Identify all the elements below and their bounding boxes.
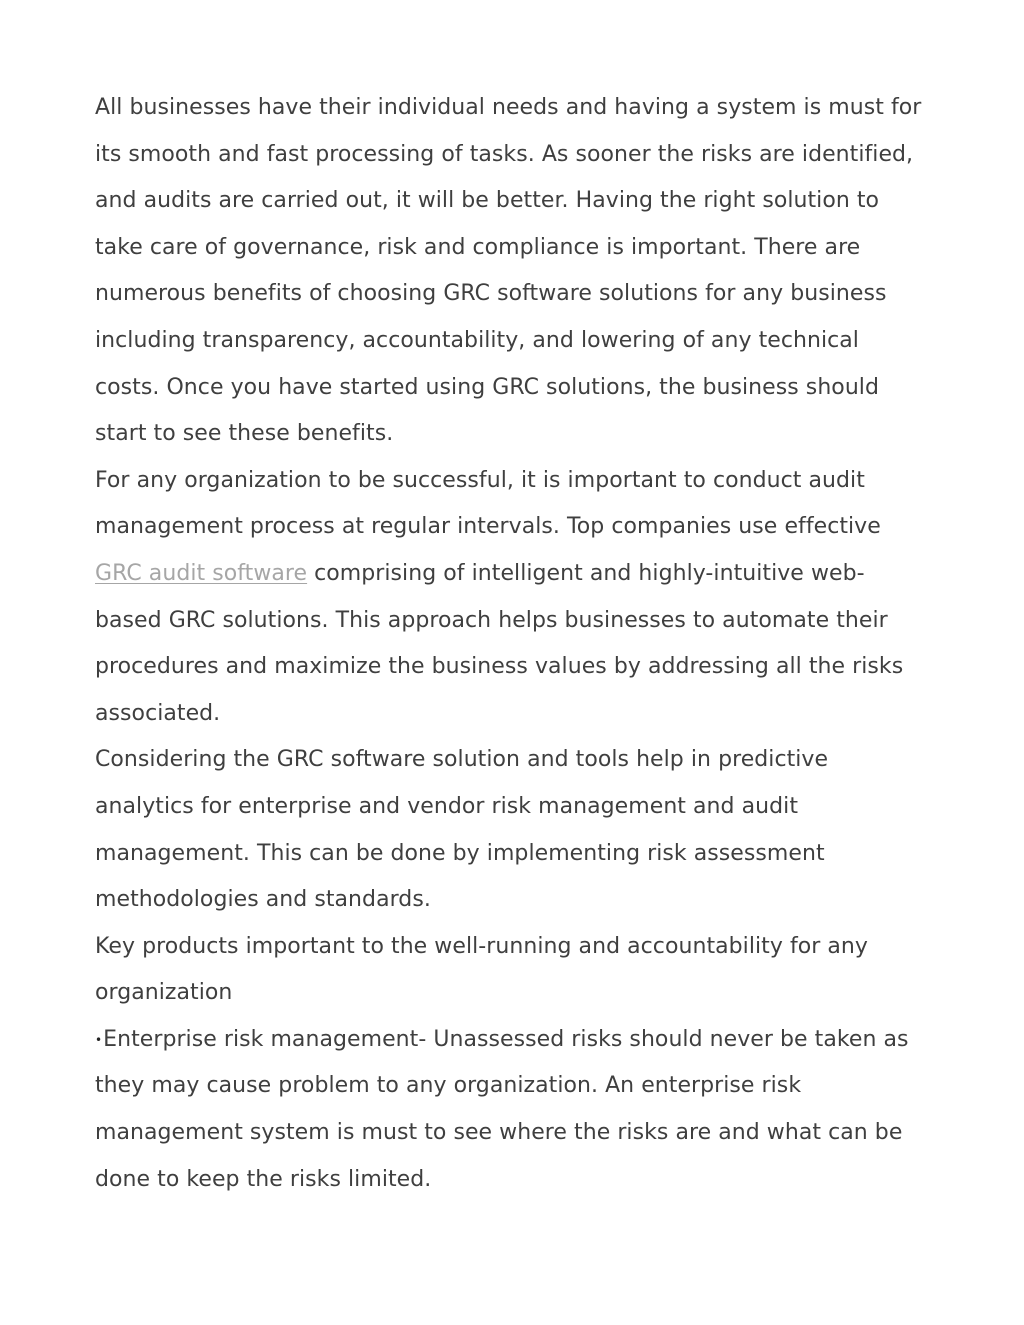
paragraph-audit-management	[95, 458, 930, 738]
paragraph-intro: All businesses have their individual needs and having a system is must for its smooth and fast processing of tasks. As sooner the risks are identified, and audits are carried out, it will be better. Having the right solution to take care of governance, risk and compliance is important. There are numerous benefits of choosing GRC software solutions for any business including transparency, accountability, and lowering of any technical costs. Once you have started using GRC solutions, the business should start to see these benefits.	[95, 95, 922, 447]
paragraph-audit-text-before: For any organization to be successful, it is important to conduct audit management process at regular intervals. Top companies use effective	[95, 467, 881, 540]
paragraph-predictive-analytics: Considering the GRC software solution and tools help in predictive analytics for enterprise and vendor risk management and audit management. This can be done by implementing risk assessment methodologies and standards.	[95, 747, 829, 913]
list-item-enterprise-risk	[95, 1017, 930, 1203]
document-body	[95, 85, 930, 1203]
paragraph-audit-text-after: comprising of intelligent and highly-intuitive web-based GRC solutions. This approach helps businesses to automate their procedures and maximize the business values by addressing all the risks associated.	[95, 560, 904, 726]
paragraph-key-products: Key products important to the well-running and accountability for any organization	[95, 933, 868, 1006]
bullet-icon: •	[95, 1032, 103, 1047]
grc-audit-software-link[interactable]: GRC audit software	[95, 560, 308, 586]
list-item-text: Enterprise risk management- Unassessed risks should never be taken as they may cause problem to any organization. An enterprise risk management system is must to see where the risks are and what can be done to keep the risks limited.	[95, 1026, 909, 1192]
